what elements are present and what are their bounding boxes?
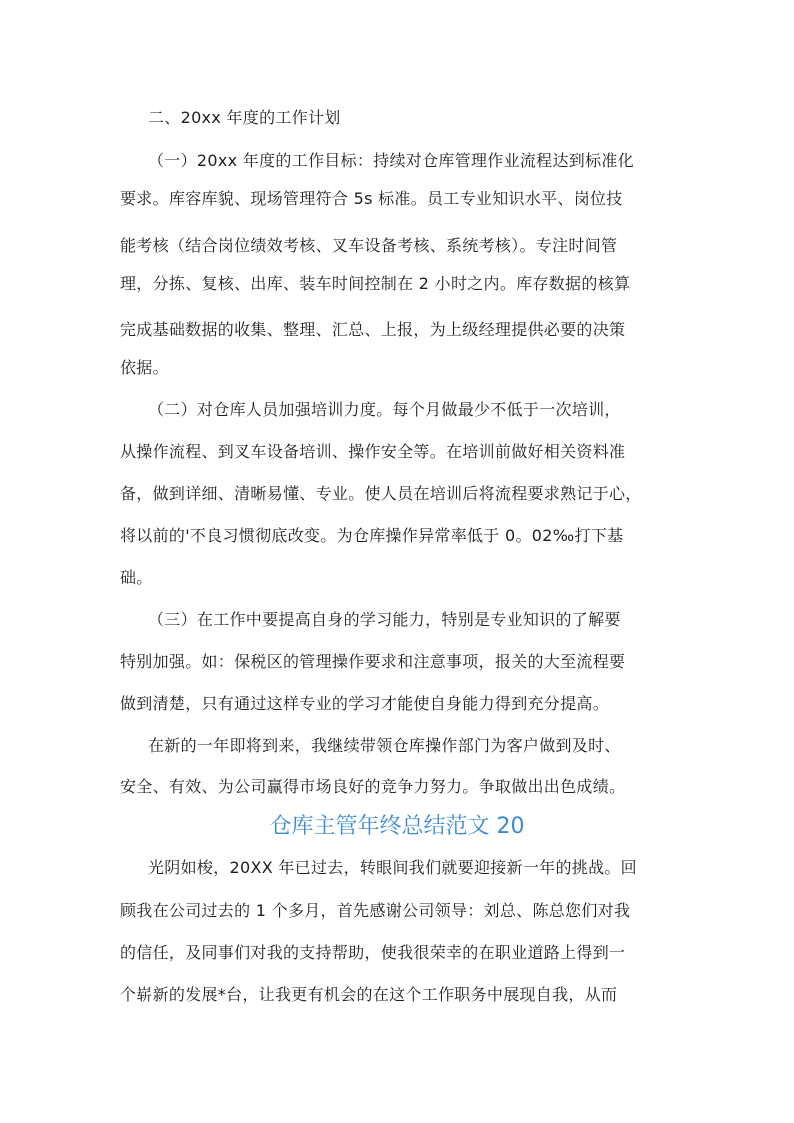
- section-title: 二、20xx 年度的工作计划: [148, 108, 341, 127]
- article-paragraph-line-4: 个崭新的发展*台，让我更有机会的在这个工作职务中展现自我，从而: [120, 985, 618, 1004]
- paragraph-2-line-1: （二）对仓库人员加强培训力度。每个月做最少不低于一次培训，: [148, 400, 621, 419]
- paragraph-2-line-4: 将以前的'不良习惯彻底改变。为仓库操作异常率低于 0。02‰打下基: [120, 526, 624, 545]
- paragraph-1-line-5: 完成基础数据的收集、整理、汇总、上报，为上级经理提供必要的决策: [120, 320, 626, 339]
- paragraph-1-line-6: 依据。: [120, 358, 169, 377]
- paragraph-3-line-2: 特别加强。如：保税区的管理操作要求和注意事项，报关的大至流程要: [120, 652, 626, 671]
- paragraph-1-line-2: 要求。库容库貌、现场管理符合 5s 标准。员工专业知识水平、岗位技: [120, 189, 623, 208]
- article-paragraph-line-1: 光阴如梭，20XX 年已过去，转眼间我们就要迎接新一年的挑战。回: [148, 858, 637, 877]
- article-heading: 仓库主管年终总结范文 20: [269, 814, 525, 839]
- paragraph-2-line-3: 备，做到详细、清晰易懂、专业。使人员在培训后将流程要求熟记于心，: [120, 484, 642, 503]
- paragraph-4-line-2: 安全、有效、为公司赢得市场良好的竞争力努力。争取做出出色成绩。: [120, 777, 626, 796]
- article-paragraph-line-2: 顾我在公司过去的 1 个多月，首先感谢公司领导：刘总、陈总您们对我: [120, 901, 631, 920]
- paragraph-3-line-1: （三）在工作中要提高自身的学习能力，特别是专业知识的了解要: [148, 610, 621, 629]
- paragraph-2-line-5: 础。: [120, 568, 153, 587]
- article-paragraph-line-3: 的信任，及同事们对我的支持帮助，使我很荣幸的在职业道路上得到一: [120, 943, 626, 962]
- paragraph-4-line-1: 在新的一年即将到来，我继续带领仓库操作部门为客户做到及时、: [148, 736, 621, 755]
- paragraph-1-line-1: （一）20xx 年度的工作目标：持续对仓库管理作业流程达到标准化: [148, 151, 634, 170]
- paragraph-2-line-2: 从操作流程、到叉车设备培训、操作安全等。在培训前做好相关资料准: [120, 442, 626, 461]
- paragraph-3-line-3: 做到清楚，只有通过这样专业的学习才能使自身能力得到充分提高。: [120, 694, 610, 713]
- paragraph-1-line-4: 理，分拣、复核、出库、装车时间控制在 2 小时之内。库存数据的核算: [120, 274, 631, 293]
- paragraph-1-line-3: 能考核（结合岗位绩效考核、叉车设备考核、系统考核）。专注时间管: [120, 236, 618, 255]
